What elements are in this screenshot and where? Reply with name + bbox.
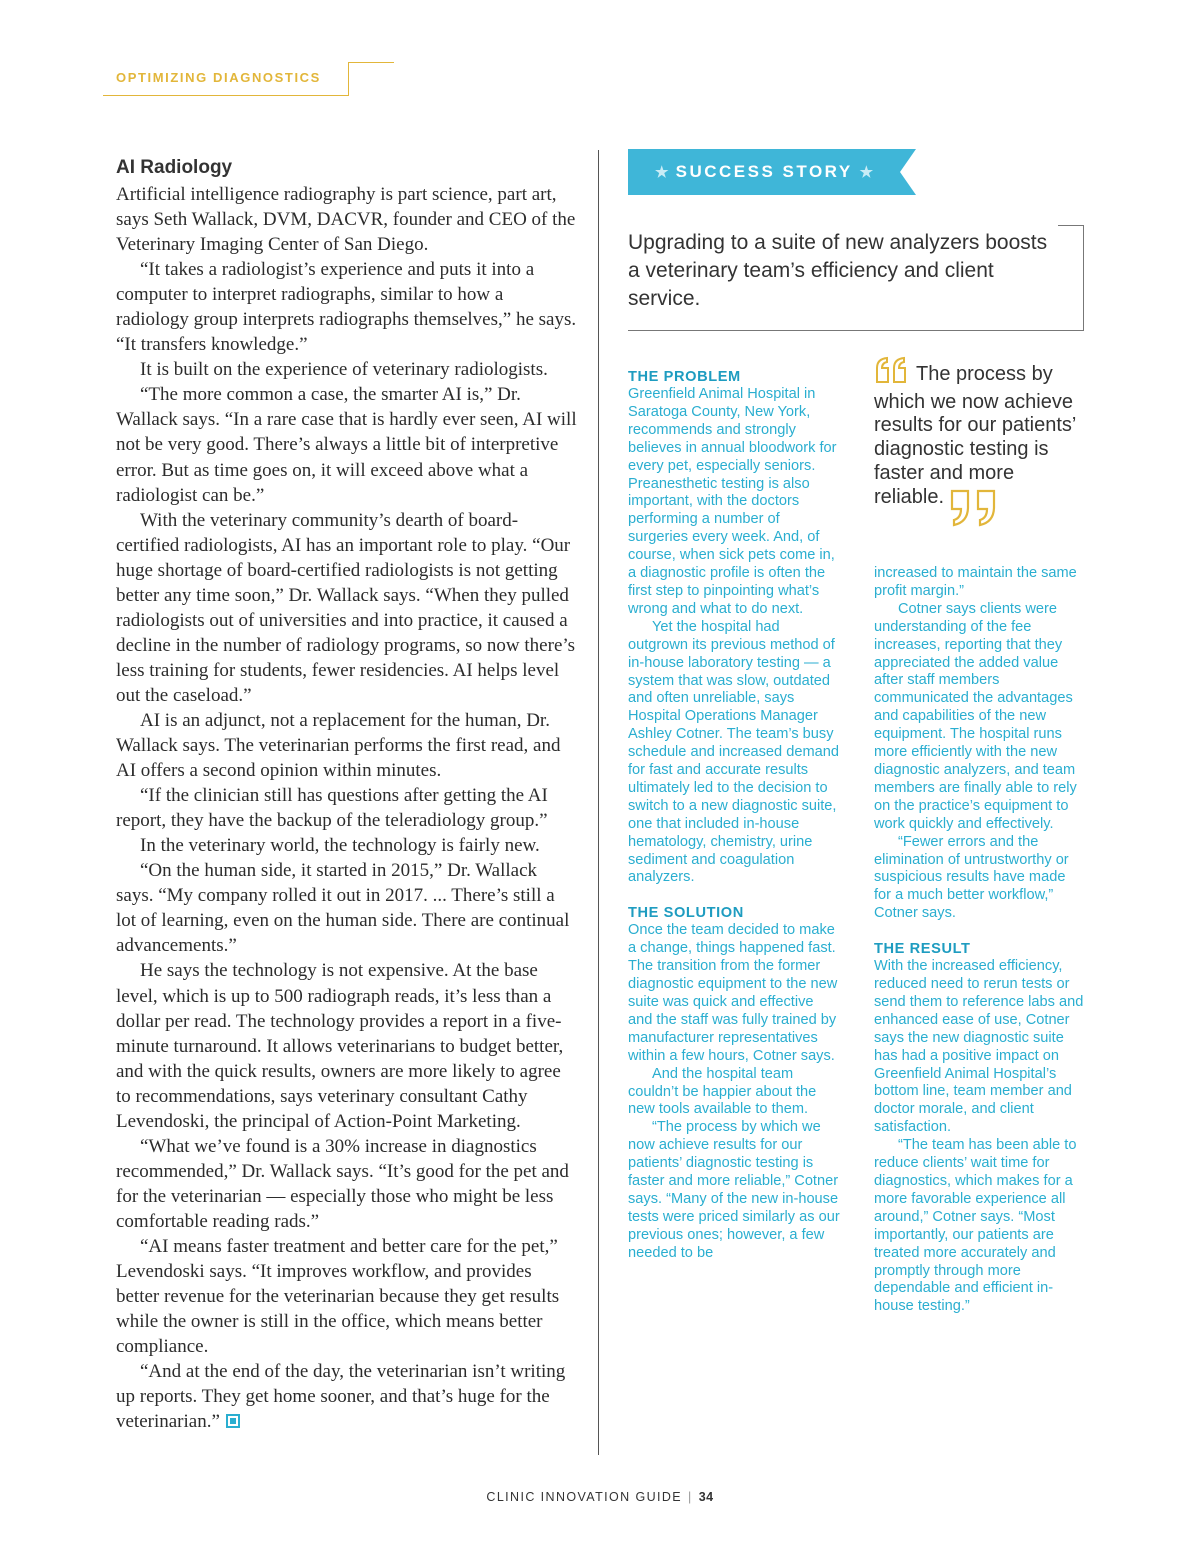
sidebar-column-b (874, 565, 1086, 1316)
result-heading: THE RESULT (874, 941, 971, 958)
banner-label: SUCCESS STORY (675, 162, 853, 181)
article-paragraph: It is built on the experience of veterinary radiologists. (140, 359, 548, 381)
solution-paragraph: Once the team decided to make a change, things happened fast. The transition from the former diagnostic equipment to the new suite was quick and effective and the staff was fully trained by manufacturer representatives within a few hours, Cotner says. (628, 922, 838, 1064)
article-column (116, 155, 578, 1434)
article-paragraph: “What we’ve found is a 30% increase in diagnostics recommended,” Dr. Wallack says. “It’s good for the pet and for the veterinarian — especially those who might be less comfortable reading rads.” (116, 1135, 569, 1232)
article-paragraph: “It takes a radiologist’s experience and puts it into a computer to interpret radiographs, similar to how a radiology group interprets radiographs themselves,” he says. “It transfers knowledge.” (116, 259, 577, 356)
article-paragraph: “The more common a case, the smarter AI is,” Dr. Wallack says. “In a rare case that is hardly ever seen, AI will not be very good. There’s always a little bit of interpretive error. But as time goes on, it will exceed above what a radiologist can be.” (116, 384, 577, 506)
article-paragraph: With the veterinary community’s dearth of board-certified radiologists, AI has an important role to play. “Our huge shortage of board-certified radiologists is not getting better any time soon,” Dr. Wallack says. “When they pulled radiologists out of universities and into practice, it caused a decline in the number of radiology programs, so now there’s less training for students, fewer residencies. AI helps level out the caseload.” (116, 509, 576, 706)
result-paragraph: With the increased efficiency, reduced need to rerun tests or send them to reference labs and enhanced ease of use, Cotner says the new diagnostic suite has had a positive impact on Greenfield Animal Hospital’s bottom line, team member and doctor morale, and client satisfaction. (874, 958, 1084, 1136)
article-paragraph: AI is an adjunct, not a replacement for the human, Dr. Wallack says. The veterinarian performs the first read, and AI offers a second opinion within minutes. (116, 709, 561, 782)
star-icon: ★ (654, 164, 669, 181)
publication-name: CLINIC INNOVATION GUIDE (486, 1490, 683, 1504)
solution-paragraph: “The process by which we now achieve results for our patients’ diagnostic testing is faster and more reliable,” Cotner says. “Many of the new in-house tests were priced similarly as our previous ones; however, a few needed to be (628, 1119, 840, 1261)
solution-heading: THE SOLUTION (628, 905, 744, 922)
result-paragraph: “The team has been able to reduce clients’ wait time for diagnostics, which makes for a more favorable experience all around,” Cotner says. “Most importantly, our patients are treated more accurately and promptly through more dependable and efficient in-house testing.” (874, 1137, 1077, 1315)
close-quote-icon (948, 489, 1004, 536)
section-label: OPTIMIZING DIAGNOSTICS (116, 70, 321, 85)
sidebar-deck: Upgrading to a suite of new analyzers boosts a veterinary team’s efficiency and client service. (628, 231, 1048, 310)
banner-text (628, 149, 900, 195)
end-mark-icon (226, 1414, 240, 1428)
article-paragraph-text: “And at the end of the day, the veterinarian isn’t writing up reports. They get home sooner, and that’s huge for the veterinarian.” (116, 1361, 566, 1433)
pull-quote (874, 356, 1089, 535)
success-story-banner (628, 149, 916, 195)
solution-paragraph: And the hospital team couldn’t be happier about the new tools available to them. (628, 1065, 817, 1118)
problem-heading: THE PROBLEM (628, 369, 741, 385)
open-quote-icon (874, 356, 910, 391)
page-footer (0, 1490, 1200, 1504)
section-tab-rule (348, 62, 394, 63)
problem-paragraph: Yet the hospital had outgrown its previous method of in-house laboratory testing — a system that was slow, outdated and often unreliable, says Hospital Operations Manager Ashley Cotner. The team’s busy schedule and increased demand for fast and accurate results ultimately led to the decision to switch to a new diagnostic suite, one that included in-house hematology, chemistry, urine sediment and coagulation analyzers. (628, 618, 839, 886)
star-icon: ★ (859, 164, 874, 181)
article-last-paragraph (116, 1359, 578, 1434)
article-paragraph: Artificial intelligence radiography is part science, part art, says Seth Wallack, DVM, DACVR, founder and CEO of the Veterinary Imaging Center of San Diego. (116, 184, 576, 256)
continued-paragraph: increased to maintain the same profit margin.” (874, 565, 1077, 599)
pull-quote-text: The process by which we now achieve results for our patients’ diagnostic testing is faster and more reliable. (874, 363, 1076, 508)
footer-separator: | (688, 1490, 693, 1504)
deck-frame-tick (1058, 225, 1084, 226)
article-paragraph: He says the technology is not expensive. At the base level, which is up to 500 radiograph reads, it’s less than a dollar per read. The technology provides a report in a five-minute turnaround. It allows veterinarians to budget better, and with the quick results, owners are more likely to agree to recommendations, says veterinary consultant Cathy Levendoski, the principal of Action-Point Marketing. (116, 960, 564, 1132)
article-paragraph: “If the clinician still has questions after getting the AI report, they have the backup of the teleradiology group.” (116, 785, 548, 832)
article-title: AI Radiology (116, 157, 233, 178)
problem-paragraph: Greenfield Animal Hospital in Saratoga County, New York, recommends and strongly believes in annual bloodwork for every pet, especially seniors. Preanesthetic testing is also important, with the doctors performing a number of surgeries every week. And, of course, when sick pets come in, a diagnostic profile is often the first step to pinpointing what’s wrong and what to do next. (628, 386, 837, 617)
sidebar-column-a (628, 368, 840, 1263)
column-divider (598, 150, 599, 1455)
page-number: 34 (698, 1490, 714, 1504)
article-paragraph: “AI means faster treatment and better care for the pet,” Levendoski says. “It improves workflow, and provides better revenue for the veterinarian because they get results while the owner is still in the office, which means better compliance. (116, 1235, 560, 1358)
article-paragraph: “On the human side, it started in 2015,” Dr. Wallack says. “My company rolled it out in 2017. ... There’s still a lot of learning, even on the human side. There are continual advancements.” (116, 860, 570, 957)
continued-paragraph: “Fewer errors and the elimination of untrustworthy or suspicious results have made for a much better workflow,” Cotner says. (874, 833, 1069, 922)
article-paragraph: In the veterinary world, the technology is fairly new. (140, 835, 540, 857)
continued-paragraph: Cotner says clients were understanding of the fee increases, reporting that they appreciated the added value after staff members communicated the advantages and capabilities of the new equipment. The hospital runs more efficiently with the new diagnostic analyzers, and team members are finally able to rely on the practice’s equipment to work quickly and effectively. (874, 600, 1077, 832)
